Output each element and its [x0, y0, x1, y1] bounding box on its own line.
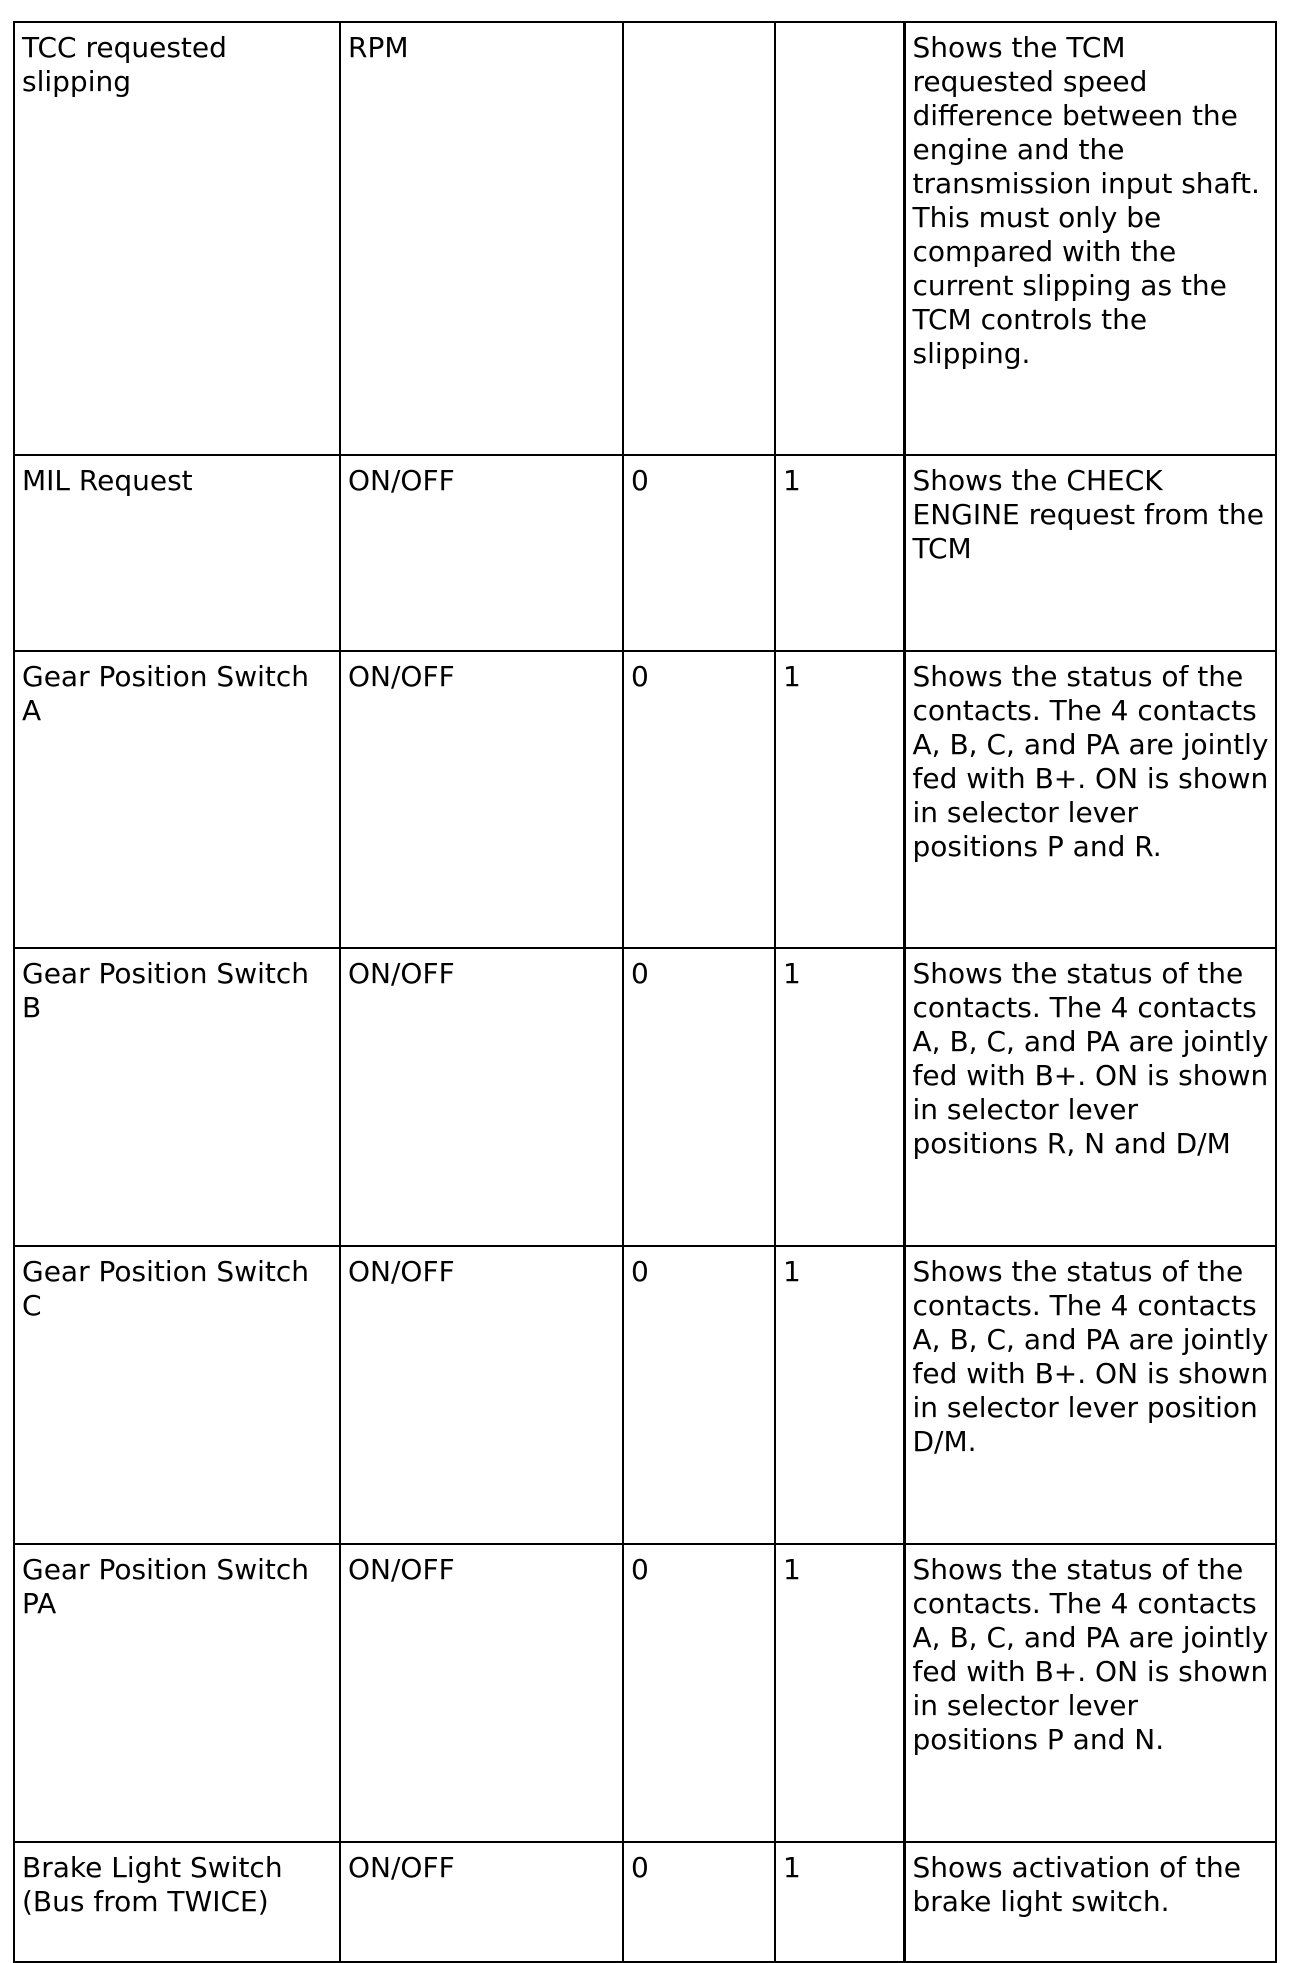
param-max-cell: 1 — [775, 1544, 904, 1842]
param-description-cell: Shows activation of the brake light switch. — [904, 1842, 1276, 1962]
param-name-cell: Gear Position Switch PA — [14, 1544, 340, 1842]
param-min-cell: 0 — [623, 651, 775, 948]
param-max-cell — [775, 22, 904, 455]
param-description-cell: Shows the status of the contacts. The 4 contacts A, B, C, and PA are jointly fed with B+. ON is shown in selector lever positions P and R. — [904, 651, 1276, 948]
table-row — [14, 948, 1276, 1246]
param-description-cell: Shows the status of the contacts. The 4 contacts A, B, C, and PA are jointly fed with B+. ON is shown in selector lever position D/M. — [904, 1246, 1276, 1544]
param-max-cell: 1 — [775, 1246, 904, 1544]
param-unit-cell: ON/OFF — [340, 1544, 623, 1842]
table-row — [14, 455, 1276, 651]
param-max-cell: 1 — [775, 948, 904, 1246]
param-unit-cell: ON/OFF — [340, 1246, 623, 1544]
param-name-cell: Gear Position Switch C — [14, 1246, 340, 1544]
param-max-cell: 1 — [775, 1842, 904, 1962]
param-name-cell: Gear Position Switch B — [14, 948, 340, 1246]
table-row — [14, 22, 1276, 455]
param-unit-cell: ON/OFF — [340, 1842, 623, 1962]
param-min-cell: 0 — [623, 1246, 775, 1544]
param-min-cell: 0 — [623, 455, 775, 651]
param-description-cell: Shows the status of the contacts. The 4 contacts A, B, C, and PA are jointly fed with B+. ON is shown in selector lever positions P and N. — [904, 1544, 1276, 1842]
param-min-cell: 0 — [623, 1842, 775, 1962]
param-name-cell: TCC requested slipping — [14, 22, 340, 455]
table-row — [14, 1246, 1276, 1544]
param-max-cell: 1 — [775, 455, 904, 651]
param-unit-cell: ON/OFF — [340, 651, 623, 948]
param-name-cell: MIL Request — [14, 455, 340, 651]
param-min-cell: 0 — [623, 948, 775, 1246]
param-unit-cell: RPM — [340, 22, 623, 455]
param-name-cell: Brake Light Switch (Bus from TWICE) — [14, 1842, 340, 1962]
param-description-cell: Shows the status of the contacts. The 4 contacts A, B, C, and PA are jointly fed with B+. ON is shown in selector lever positions R, N and D/M — [904, 948, 1276, 1246]
table-row — [14, 651, 1276, 948]
param-unit-cell: ON/OFF — [340, 455, 623, 651]
param-min-cell: 0 — [623, 1544, 775, 1842]
table-row — [14, 1544, 1276, 1842]
param-name-cell: Gear Position Switch A — [14, 651, 340, 948]
parameter-table — [13, 21, 1277, 1963]
param-unit-cell: ON/OFF — [340, 948, 623, 1246]
param-min-cell — [623, 22, 775, 455]
table-row — [14, 1842, 1276, 1962]
param-max-cell: 1 — [775, 651, 904, 948]
param-description-cell: Shows the CHECK ENGINE request from the TCM — [904, 455, 1276, 651]
param-description-cell: Shows the TCM requested speed difference between the engine and the transmission input shaft. This must only be compared with the current slipping as the TCM controls the slipping. — [904, 22, 1276, 455]
